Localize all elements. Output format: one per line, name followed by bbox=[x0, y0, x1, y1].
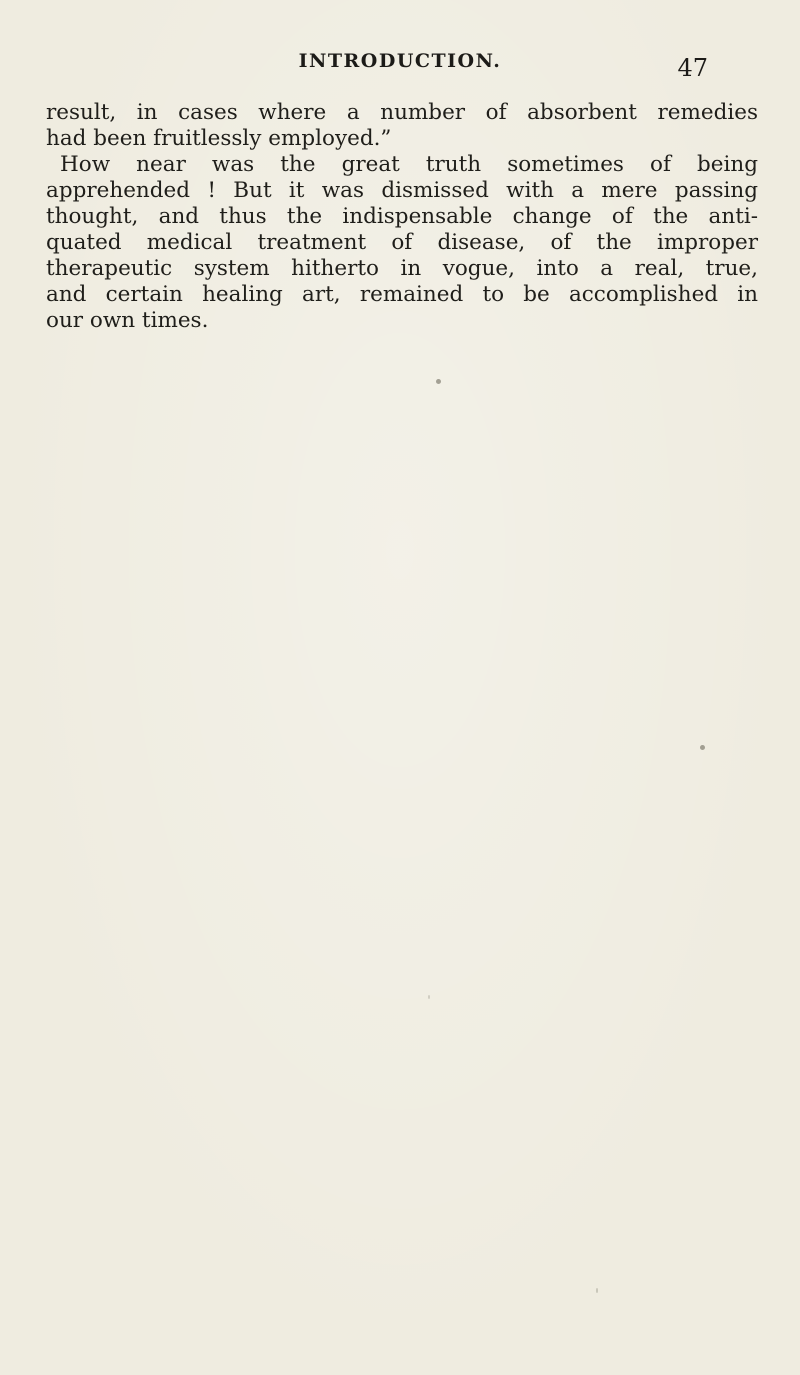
running-title: INTRODUCTION. bbox=[298, 50, 502, 72]
text-line: our own times. bbox=[46, 308, 209, 333]
paper-speck bbox=[436, 379, 441, 384]
running-head bbox=[0, 50, 800, 80]
text-line: quated medical treatment of disease, of the improper bbox=[46, 230, 758, 255]
text-line: thought, and thus the indispensable change of the anti- bbox=[46, 204, 758, 229]
text-line: result, in cases where a number of absorbent remedies bbox=[46, 100, 758, 125]
text-line: apprehended ! But it was dismissed with a mere passing bbox=[46, 178, 758, 203]
text-line: and certain healing art, remained to be accomplished in bbox=[46, 282, 758, 307]
paper-speck bbox=[428, 995, 430, 999]
text-line: therapeutic system hitherto in vogue, into a real, true, bbox=[46, 256, 758, 281]
paper-speck bbox=[596, 1288, 598, 1293]
page-number: 47 bbox=[677, 54, 708, 82]
paper-speck bbox=[700, 745, 705, 750]
text-line: How near was the great truth sometimes of being bbox=[60, 152, 758, 177]
body-text bbox=[46, 100, 758, 334]
text-line: had been fruitlessly employed.” bbox=[46, 126, 392, 151]
